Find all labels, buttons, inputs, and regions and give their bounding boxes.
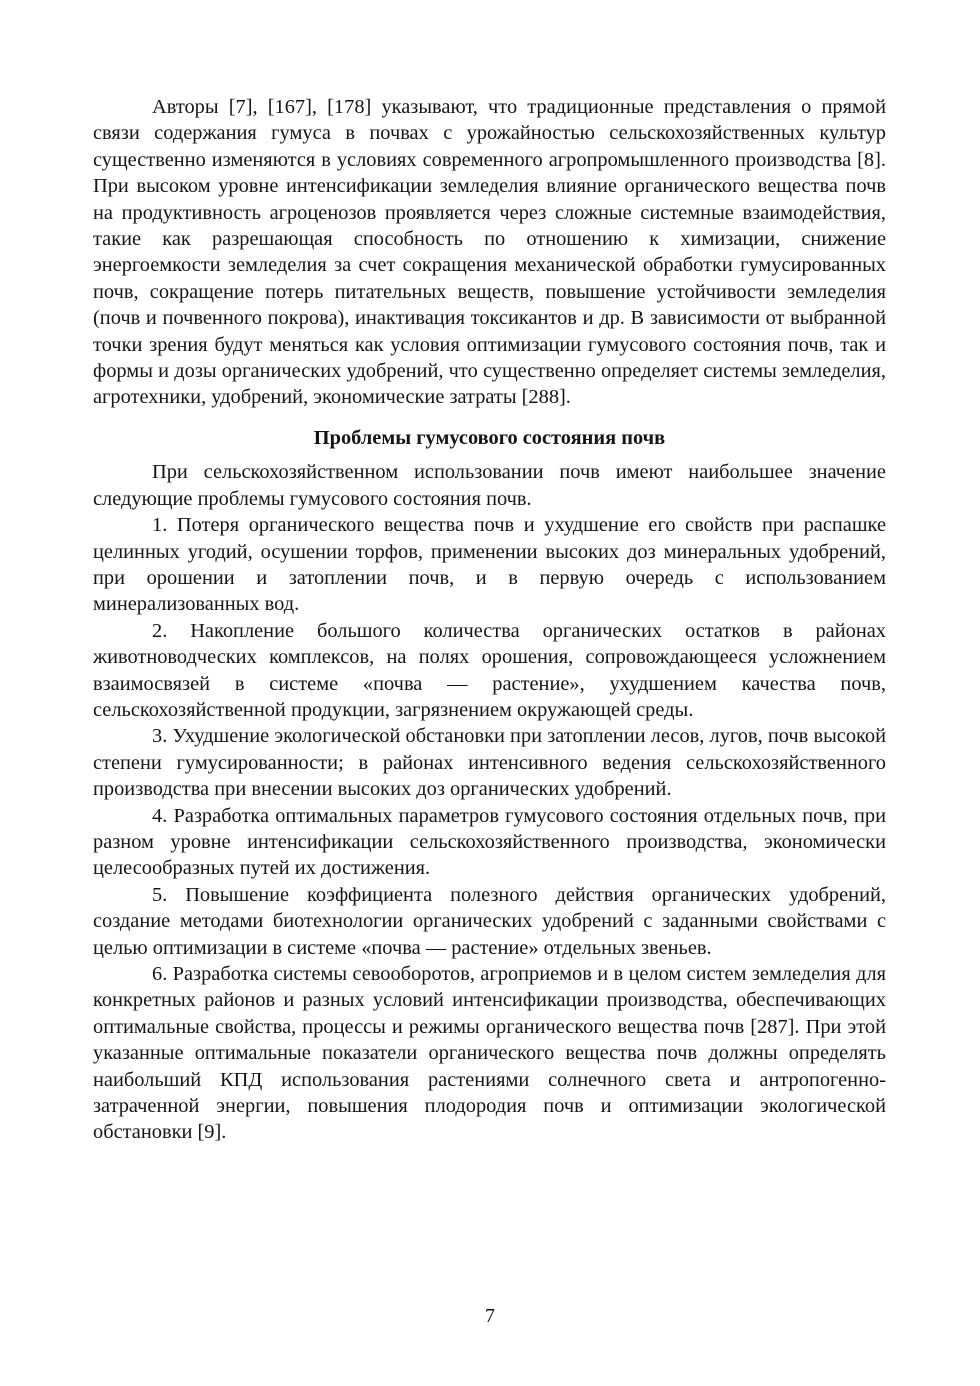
list-item: 2. Накопление большого количества органических остатков в районах животноводческих комплексов, на полях орошения, сопровождающееся усложнением взаимосвязей в системе «почва — растение», ухудшением качества почв, сельскохозяйственной продукции, загрязнением окружающей среды. [93,619,886,721]
document-page [93,94,886,1146]
page-number: 7 [485,1305,495,1327]
list-item: 6. Разработка системы севооборотов, агроприемов и в целом систем земледелия для конкретных районов и разных условий интенсификации производства, обеспечивающих оптимальные свойства, процессы и режимы органического вещества почв [287]. При этой указанные оптимальные показатели органического вещества почв должны определять наибольший КПД использования растениями солнечного света и антропогенно-затраченной энергии, повышения плодородия почв и оптимизации экологической обстановки [9]. [93,963,886,1144]
list-item: 1. Потеря органического вещества почв и ухудшение его свойств при распашке целинных угодий, осушении торфов, применении высоких доз минеральных удобрений, при орошении и затоплении почв, и в первую очередь с использованием минерализованных вод. [93,514,886,616]
section-heading: Проблемы гумусового состояния почв [313,426,666,449]
list-item: 3. Ухудшение экологической обстановки при затоплении лесов, лугов, почв высокой степени гумусированности; в районах интенсивного ведения сельскохозяйственного производства при внесении высоких доз органических удобрений. [93,725,886,801]
list-item: 4. Разработка оптимальных параметров гумусового состояния отдельных почв, при разном уровне интенсификации сельскохозяйственного производства, экономически целесообразных путей их достижения. [93,804,886,880]
list-item: 5. Повышение коэффициента полезного действия органических удобрений, создание методами биотехнологии органических удобрений с заданными свойствами с целью оптимизации в системе «почва — растение» отдельных звеньев. [93,883,886,959]
section-intro-paragraph: При сельскохозяйственном использовании почв имеют наибольшее значение следующие проблемы гумусового состояния почв. [93,461,886,510]
intro-paragraph: Авторы [7], [167], [178] указывают, что традиционные представления о прямой связи содержания гумуса в почвах с урожайностью сельскохозяйственных культур существенно изменяются в условиях современного агропромышленного производства [8]. При высоком уровне интенсификации земледелия влияние органического вещества почв на продуктивность агроценозов проявляется через сложные системные взаимодействия, такие как разрешающая способность по отношению к химизации, снижение энергоемкости земледелия за счет сокращения механической обработки гумусированных почв, сокращение потерь питательных веществ, повышение устойчивости земледелия (почв и почвенного покрова), инактивация токсикантов и др. В зависимости от выбранной точки зрения будут меняться как условия оптимизации гумусового состояния почв, так и формы и дозы органических удобрений, что существенно определяет системы земледелия, агротехники, удобрений, экономические затраты [288]. [93,96,886,409]
